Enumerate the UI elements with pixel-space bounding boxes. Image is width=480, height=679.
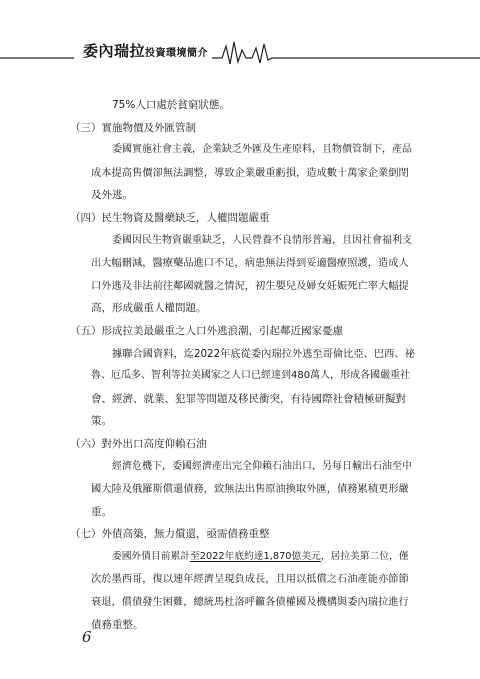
section-heading: （六）對外出口高度仰賴石油 — [70, 437, 207, 450]
header-title-sub: 投資環境簡介 — [145, 48, 209, 59]
section-heading: （五）形成拉美最嚴重之人口外逃浪潮，引起鄰近國家憂慮 — [70, 324, 343, 337]
body-line: 會、經濟、就業、犯罪等問題及移民衝突，有待國際社會積極研擬對 — [91, 392, 406, 405]
body-line: 委國實施社會主義，企業缺乏外匯及生產原料，且物價管制下，產品 — [112, 144, 412, 156]
body-line: 據聯合國資料，迄2022年底從委內瑞拉外逃至哥倫比亞、巴西、祕 — [112, 347, 415, 360]
body-line: 口外逃及非法前往鄰國就醫之情況，初生嬰兒及婦女妊娠死亡率大幅提 — [91, 279, 409, 292]
body-line: 次於墨西哥，復以連年經濟呈現負成長，且用以抵償之石油產能亦節節 — [91, 573, 409, 586]
body-text: 委國外債目前累計 — [112, 550, 190, 562]
body-line: 策。 — [91, 415, 112, 428]
body-line: 及外逃。 — [91, 189, 133, 202]
running-header — [0, 36, 480, 66]
body-line: 國大陸及俄羅斯償還債務，致無法出售原油換取外匯，債務累積更形嚴 — [91, 483, 409, 496]
header-heartbeat-line — [0, 36, 480, 66]
underlined-debt-figure: 至2022年底約達1,870億美元 — [190, 550, 321, 562]
section-heading: （七）外債高築，無力償還，亟需債務重整 — [70, 528, 270, 541]
body-line: 債務重整。 — [91, 618, 144, 631]
body-line: 委國因民生物資嚴重缺乏，人民營養不良情形普遍，且因社會福利支 — [112, 234, 412, 246]
section-heading: （四）民生物資及醫藥缺乏，人權問題嚴重 — [70, 211, 270, 224]
body-line: 重。 — [91, 505, 112, 518]
body-line: 經濟危機下，委國經濟產出完全仰賴石油出口，另每日輸出石油至中 — [112, 460, 412, 472]
body-line: 魯、厄瓜多、智利等拉美國家之人口已經達到480萬人，形成各國嚴重社 — [91, 370, 411, 382]
body-line: 75%人口處於貧窮狀態。 — [112, 99, 230, 111]
body-line: 成本提高售價卻無法調整，導致企業嚴重虧損，造成數十萬家企業倒閉 — [91, 166, 409, 179]
body-line: 衰退，償債發生困難，總統馬杜洛呼籲各債權國及機構與委內瑞拉進行 — [91, 596, 409, 609]
body-text: ，居拉美第二位，僅 — [320, 550, 409, 562]
header-title — [83, 40, 208, 61]
body-line: 出大幅刪減，醫療藥品進口不足，病患無法得到妥適醫療照護，造成人 — [91, 257, 409, 270]
header-title-main: 委內瑞拉 — [83, 42, 146, 60]
body-line: 高，形成嚴重人權問題。 — [91, 302, 207, 315]
page-number: 6 — [82, 628, 92, 646]
section-heading: （三）實施物價及外匯管制 — [70, 121, 196, 134]
page-body — [70, 94, 415, 636]
body-line — [70, 546, 415, 569]
